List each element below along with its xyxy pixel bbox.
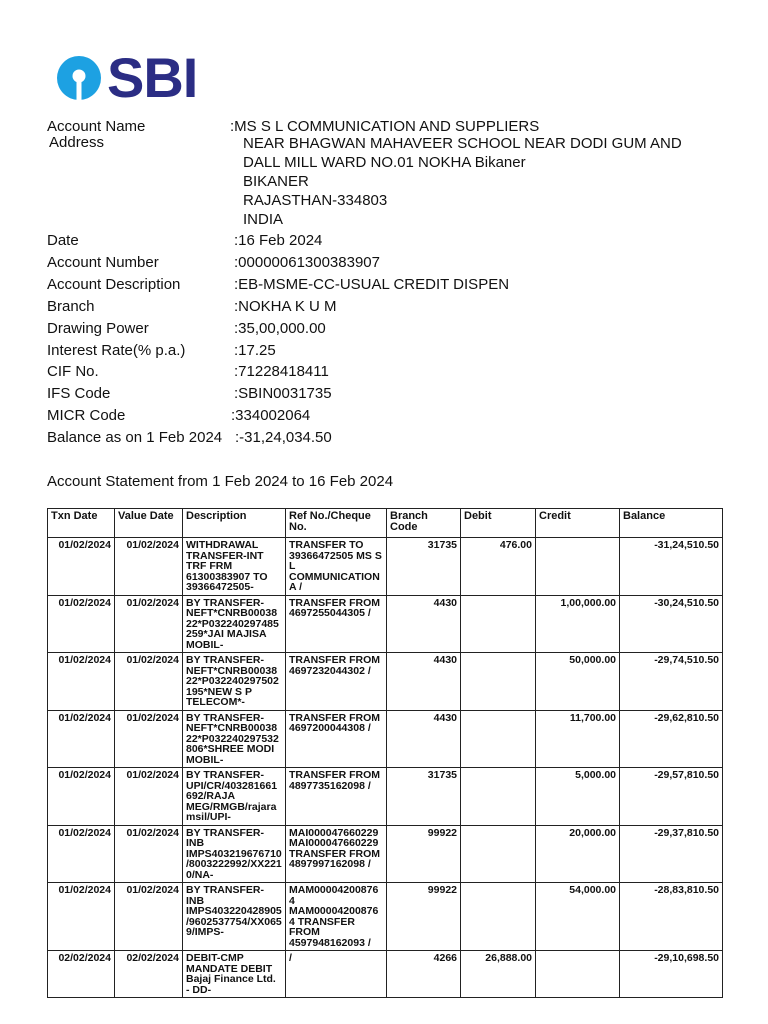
- detail-value: :00000061300383907: [234, 254, 380, 271]
- cell-branch-code: 4430: [387, 710, 461, 768]
- cell-value-date: 01/02/2024: [115, 710, 183, 768]
- cell-credit: [536, 951, 620, 998]
- detail-value: :71228418411: [234, 363, 329, 380]
- address-line-1: NEAR BHAGWAN MAHAVEER SCHOOL NEAR DODI GUM AND: [243, 135, 682, 152]
- cell-ref: TRANSFER FROM 4697255044305 /: [286, 595, 387, 653]
- cell-balance: -29,74,510.50: [620, 653, 723, 711]
- table-row: [48, 595, 723, 653]
- detail-value: :NOKHA K U M: [234, 298, 337, 315]
- header-debit: Debit: [461, 509, 536, 538]
- cell-balance: -29,37,810.50: [620, 825, 723, 883]
- cell-balance: -29,62,810.50: [620, 710, 723, 768]
- detail-value: :334002064: [231, 407, 311, 424]
- detail-label: Interest Rate(% p.a.): [47, 342, 186, 359]
- detail-label: Branch: [47, 298, 95, 315]
- cell-debit: [461, 653, 536, 711]
- cell-balance: -28,83,810.50: [620, 883, 723, 951]
- cell-value-date: 01/02/2024: [115, 883, 183, 951]
- cell-ref: TRANSFER FROM 4697232044302 /: [286, 653, 387, 711]
- cell-branch-code: 4266: [387, 951, 461, 998]
- cell-debit: [461, 768, 536, 826]
- cell-txn-date: 01/02/2024: [48, 768, 115, 826]
- cell-value-date: 01/02/2024: [115, 538, 183, 596]
- cell-ref: MAI000047660229 MAI000047660229 TRANSFER FROM 4897997162098 /: [286, 825, 387, 883]
- detail-value: :EB-MSME-CC-USUAL CREDIT DISPEN: [234, 276, 510, 293]
- cell-debit: [461, 710, 536, 768]
- cell-branch-code: 99922: [387, 883, 461, 951]
- cell-branch-code: 31735: [387, 768, 461, 826]
- detail-label: Account Description: [47, 276, 181, 293]
- address-line-3: BIKANER: [243, 173, 309, 190]
- cell-value-date: 01/02/2024: [115, 825, 183, 883]
- detail-value: :16 Feb 2024: [234, 232, 323, 249]
- cell-txn-date: 01/02/2024: [48, 595, 115, 653]
- header-balance: Balance: [620, 509, 723, 538]
- table-row: [48, 951, 723, 998]
- cell-credit: 20,000.00: [536, 825, 620, 883]
- detail-label: Date: [47, 232, 79, 249]
- cell-credit: 5,000.00: [536, 768, 620, 826]
- cell-branch-code: 31735: [387, 538, 461, 596]
- cell-txn-date: 01/02/2024: [48, 710, 115, 768]
- table-row: [48, 653, 723, 711]
- cell-ref: MAM000042008764 MAM000042008764 TRANSFER FROM 4597948162093 /: [286, 883, 387, 951]
- table-row: [48, 825, 723, 883]
- cell-value-date: 01/02/2024: [115, 595, 183, 653]
- header-branch-code: Branch Code: [387, 509, 461, 538]
- cell-credit: 50,000.00: [536, 653, 620, 711]
- cell-txn-date: 01/02/2024: [48, 883, 115, 951]
- header-description: Description: [183, 509, 286, 538]
- cell-credit: [536, 538, 620, 596]
- cell-debit: [461, 883, 536, 951]
- sbi-keyhole-logo-icon: [55, 54, 103, 102]
- table-row: [48, 538, 723, 596]
- table-row: [48, 883, 723, 951]
- detail-value: :-31,24,034.50: [235, 429, 332, 446]
- detail-value: :35,00,000.00: [234, 320, 326, 337]
- cell-debit: 26,888.00: [461, 951, 536, 998]
- cell-branch-code: 99922: [387, 825, 461, 883]
- cell-description: DEBIT-CMP MANDATE DEBIT Bajaj Finance Ltd. - DD-: [183, 951, 286, 998]
- cell-credit: 1,00,000.00: [536, 595, 620, 653]
- table-row: [48, 710, 723, 768]
- cell-ref: TRANSFER FROM 4897735162098 /: [286, 768, 387, 826]
- cell-value-date: 01/02/2024: [115, 653, 183, 711]
- detail-label: CIF No.: [47, 363, 99, 380]
- cell-description: BY TRANSFER-UPI/CR/403281661692/RAJA MEG/RMGB/rajaramsil/UPI-: [183, 768, 286, 826]
- header-txn-date: Txn Date: [48, 509, 115, 538]
- cell-credit: 11,700.00: [536, 710, 620, 768]
- detail-label: MICR Code: [47, 407, 126, 424]
- detail-label: Drawing Power: [47, 320, 149, 337]
- transaction-table: [47, 508, 723, 998]
- cell-balance: -30,24,510.50: [620, 595, 723, 653]
- detail-label: IFS Code: [47, 385, 111, 402]
- cell-debit: [461, 825, 536, 883]
- table-row: [48, 768, 723, 826]
- detail-value: :17.25: [234, 342, 276, 359]
- cell-txn-date: 01/02/2024: [48, 653, 115, 711]
- cell-description: BY TRANSFER-NEFT*CNRB0003822*P032240297532806*SHREE MODI MOBIL-: [183, 710, 286, 768]
- cell-debit: [461, 595, 536, 653]
- cell-balance: -29,10,698.50: [620, 951, 723, 998]
- sbi-logo: [55, 46, 198, 109]
- header-ref-no: Ref No./Cheque No.: [286, 509, 387, 538]
- cell-description: BY TRANSFER-NEFT*CNRB0003822*P032240297485259*JAI MAJISA MOBIL-: [183, 595, 286, 653]
- cell-description: BY TRANSFER-INB IMPS403220428905/9602537754/XX0659/IMPS-: [183, 883, 286, 951]
- cell-description: WITHDRAWAL TRANSFER-INT TRF FRM 61300383907 TO 39366472505-: [183, 538, 286, 596]
- cell-branch-code: 4430: [387, 595, 461, 653]
- statement-title: Account Statement from 1 Feb 2024 to 16 Feb 2024: [47, 473, 394, 490]
- cell-txn-date: 01/02/2024: [48, 825, 115, 883]
- cell-balance: -29,57,810.50: [620, 768, 723, 826]
- cell-description: BY TRANSFER-NEFT*CNRB0003822*P032240297502195*NEW S P TELECOM*-: [183, 653, 286, 711]
- cell-balance: -31,24,510.50: [620, 538, 723, 596]
- header-value-date: Value Date: [115, 509, 183, 538]
- address-line-4: RAJASTHAN-334803: [243, 192, 388, 209]
- cell-value-date: 01/02/2024: [115, 768, 183, 826]
- cell-description: BY TRANSFER-INB IMPS403219676710/8003222992/XX2210/NA-: [183, 825, 286, 883]
- account-name-label: Account Name: [47, 118, 146, 135]
- cell-ref: TRANSFER FROM 4697200044308 /: [286, 710, 387, 768]
- cell-txn-date: 01/02/2024: [48, 538, 115, 596]
- address-block: [243, 134, 682, 229]
- detail-label: Balance as on 1 Feb 2024: [47, 429, 223, 446]
- address-line-5: INDIA: [243, 211, 284, 228]
- cell-value-date: 02/02/2024: [115, 951, 183, 998]
- sbi-logo-text: SBI: [107, 46, 198, 109]
- detail-label: Account Number: [47, 254, 159, 271]
- cell-branch-code: 4430: [387, 653, 461, 711]
- cell-debit: 476.00: [461, 538, 536, 596]
- cell-ref: /: [286, 951, 387, 998]
- address-line-2: DALL MILL WARD NO.01 NOKHA Bikaner: [243, 154, 526, 171]
- cell-ref: TRANSFER TO 39366472505 MS S L COMMUNICATION A /: [286, 538, 387, 596]
- cell-credit: 54,000.00: [536, 883, 620, 951]
- address-label: Address: [49, 134, 105, 151]
- account-name-value: :MS S L COMMUNICATION AND SUPPLIERS: [230, 118, 540, 135]
- detail-value: :SBIN0031735: [234, 385, 332, 402]
- table-header-row: [48, 509, 723, 538]
- cell-txn-date: 02/02/2024: [48, 951, 115, 998]
- header-credit: Credit: [536, 509, 620, 538]
